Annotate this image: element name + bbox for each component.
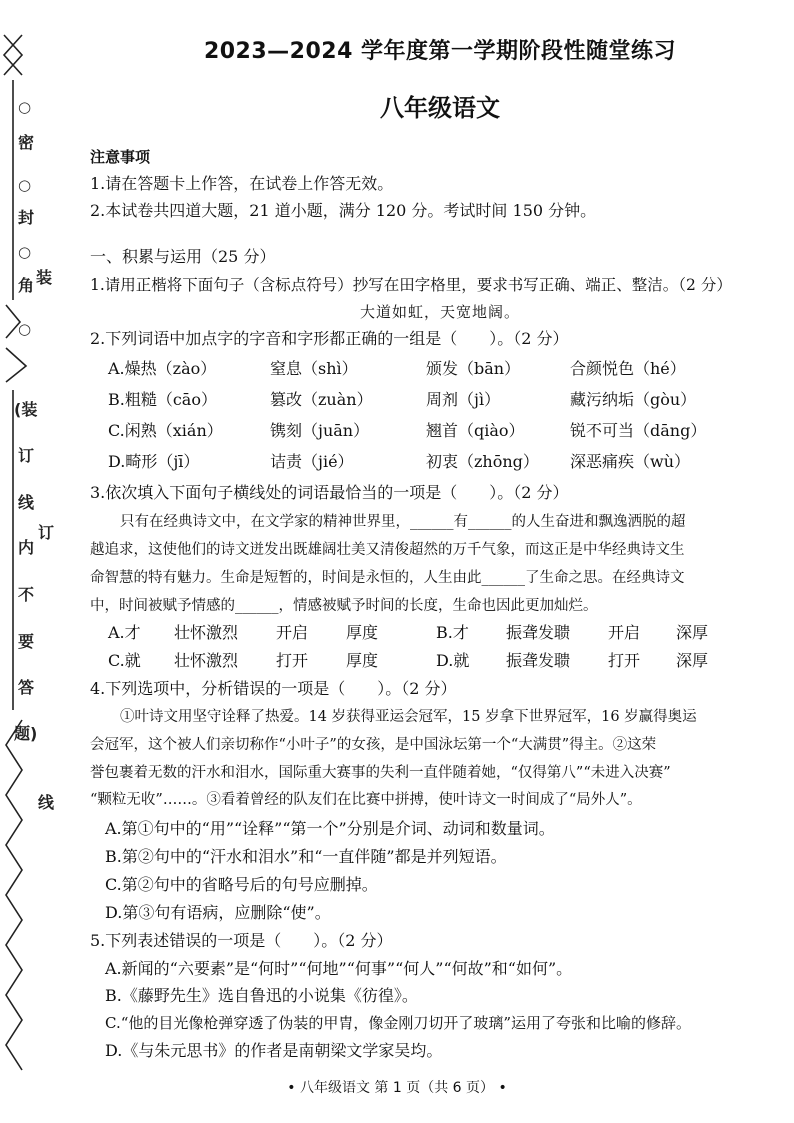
question-stem: 4.下列选项中，分析错误的一项是（ ）。（2 分） <box>90 679 457 698</box>
option-cell: 镌刻（juān） <box>270 421 370 440</box>
binding-side-char: 装 <box>36 268 53 287</box>
binding-circle: ○ <box>18 243 32 261</box>
binding-margin <box>0 30 62 1090</box>
option-cell: 篡改（zuàn） <box>270 390 373 409</box>
notes-item: 2.本试卷共四道大题，21 道小题，满分 120 分。考试时间 150 分钟。 <box>90 201 597 220</box>
binding-char: (装 <box>14 400 38 419</box>
option-cell: 初衷（zhōng） <box>426 452 539 471</box>
passage-line: 誉包裹着无数的汗水和泪水，国际重大赛事的失利一直伴随着她，“仅得第八”“未进入决赛” <box>90 765 671 781</box>
option-cell: 合颜悦色（hé） <box>570 359 686 378</box>
option-cell: 壮怀激烈 <box>174 651 239 670</box>
binding-side-char: 线 <box>38 793 55 812</box>
passage-line: 中，时间被赋予情感的______，情感被赋予时间的长度，生命也因此更加灿烂。 <box>90 598 598 614</box>
option-line: B.《藤野先生》选自鲁迅的小说集《彷徨》。 <box>105 986 418 1005</box>
option-cell: C.就 <box>108 651 141 670</box>
option-cell: 深厚 <box>676 623 709 642</box>
option-cell: 翘首（qiào） <box>426 421 525 440</box>
binding-side-char: 订 <box>38 523 55 542</box>
option-cell: 深恶痛疾（wù） <box>570 452 691 471</box>
option-cell: B.才 <box>436 623 469 642</box>
option-cell: 藏污纳垢（gòu） <box>570 390 697 409</box>
option-cell: 振聋发聩 <box>506 651 571 670</box>
option-cell: 周剂（jì） <box>426 390 501 409</box>
option-cell: A.才 <box>108 623 141 642</box>
notes-heading: 注意事项 <box>90 148 151 166</box>
page-subtitle: 八年级语文 <box>380 94 500 122</box>
question-stem: 1.请用正楷将下面句子（含标点符号）抄写在田字格里，要求书写正确、端正、整洁。（2 分） <box>90 276 732 294</box>
option-cell: D.畸形（jī） <box>108 452 200 471</box>
question-stem: 3.依次填入下面句子横线处的词语最恰当的一项是（ ）。（2 分） <box>90 483 569 502</box>
binding-char: 密 <box>18 133 35 152</box>
option-cell: 窒息（shì） <box>270 359 358 378</box>
page-footer: • 八年级语文 第 1 页（共 6 页） • <box>287 1080 507 1096</box>
option-cell: C.闲熟（xián） <box>108 421 223 440</box>
option-cell: 振聋发聩 <box>506 623 571 642</box>
option-cell: 壮怀激烈 <box>174 623 239 642</box>
passage-line: 只有在经典诗文中，在文学家的精神世界里，______有______的人生奋进和飘逸洒脱的超 <box>120 514 686 530</box>
section-heading: 一、积累与运用（25 分） <box>90 247 276 266</box>
option-cell: 深厚 <box>676 651 709 670</box>
binding-char: 角 <box>18 276 35 295</box>
option-line: A.新闻的“六要素”是“何时”“何地”“何事”“何人”“何故”和“如何”。 <box>105 959 573 978</box>
notes-item: 1.请在答题卡上作答，在试卷上作答无效。 <box>90 174 394 193</box>
option-cell: 颁发（bān） <box>426 359 521 378</box>
option-cell: 打开 <box>276 651 309 670</box>
option-cell: A.燥热（zào） <box>108 359 217 378</box>
question-stem: 2.下列词语中加点字的字音和字形都正确的一组是（ ）。（2 分） <box>90 329 569 348</box>
option-line: C.第②句中的省略号后的句号应删掉。 <box>105 875 378 894</box>
passage-line: “颗粒无收”……。③看着曾经的队友们在比赛中拼搏，使叶诗文一时间成了“局外人”。 <box>90 792 642 808</box>
option-line: C.“他的目光像枪弹穿透了伪装的甲胄，像金刚刀切开了玻璃”运用了夸张和比喻的修辞。 <box>105 1014 692 1032</box>
option-line: B.第②句中的“汗水和泪水”和“一直伴随”都是并列短语。 <box>105 847 507 866</box>
binding-char: 线 <box>18 493 35 512</box>
option-cell: 打开 <box>608 651 641 670</box>
option-cell: 锐不可当（dāng） <box>570 421 707 440</box>
option-line: D.第③句有语病，应删除“使”。 <box>105 903 331 922</box>
binding-circle: ○ <box>18 98 32 116</box>
passage-line: ①叶诗文用坚守诠释了热爱。14 岁获得亚运会冠军，15 岁拿下世界冠军，16 岁赢得奥运 <box>120 709 697 725</box>
passage-line: 会冠军，这个被人们亲切称作“小叶子”的女孩，是中国泳坛第一个“大满贯”得主。②这荣 <box>90 737 657 753</box>
binding-char: 不 <box>18 585 35 604</box>
option-cell: 开启 <box>276 623 309 642</box>
passage-line: 命智慧的特有魅力。生命是短暂的，时间是永恒的，人生由此______了生命之思。在经典诗文 <box>90 570 685 586</box>
binding-char: 题) <box>14 724 38 743</box>
binding-char: 封 <box>18 208 35 227</box>
option-cell: D.就 <box>436 651 470 670</box>
copy-sentence: 大道如虹，天宽地阔。 <box>359 303 520 321</box>
binding-char: 内 <box>18 538 35 557</box>
option-cell: 开启 <box>608 623 641 642</box>
passage-line: 越追求，这使他们的诗文迸发出既雄阔壮美又清俊超然的万千气象，而这正是中华经典诗文生 <box>90 542 685 558</box>
binding-char: 订 <box>18 446 35 465</box>
binding-circle: ○ <box>18 320 32 338</box>
option-line: D.《与朱元思书》的作者是南朝梁文学家吴均。 <box>105 1041 443 1060</box>
option-cell: 诘责（jié） <box>270 452 354 471</box>
option-cell: 厚度 <box>346 651 379 670</box>
page-title: 2023—2024 学年度第一学期阶段性随堂练习 <box>203 39 677 64</box>
option-line: A.第①句中的“用”“诠释”“第一个”分别是介词、动词和数量词。 <box>105 819 555 838</box>
binding-char: 要 <box>18 632 35 651</box>
question-stem: 5.下列表述错误的一项是（ ）。（2 分） <box>90 931 393 950</box>
binding-circle: ○ <box>18 176 32 194</box>
binding-char: 答 <box>18 678 35 697</box>
option-cell: B.粗糙（cāo） <box>108 390 217 409</box>
option-cell: 厚度 <box>346 623 379 642</box>
